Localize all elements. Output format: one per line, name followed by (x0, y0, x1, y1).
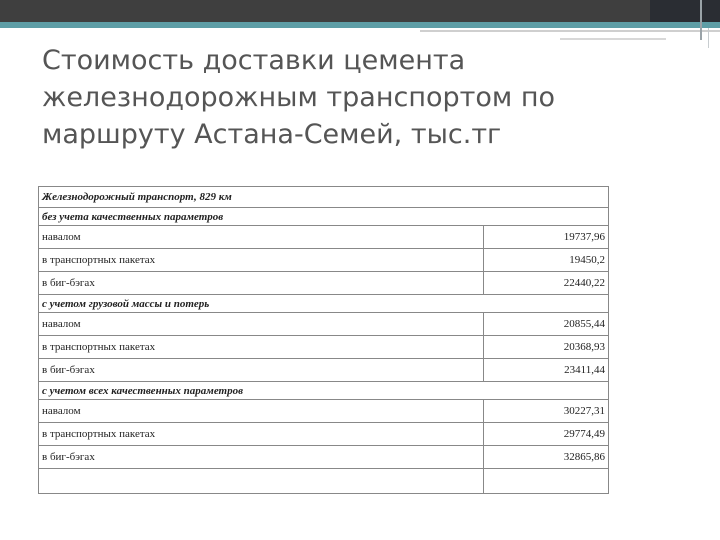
table-row (39, 400, 609, 423)
slide-accent-line (0, 22, 720, 28)
row-value: 23411,44 (484, 359, 609, 382)
row-value: 19450,2 (484, 249, 609, 272)
table-row (39, 313, 609, 336)
table-row (39, 446, 609, 469)
empty-cell (484, 469, 609, 494)
table-empty-row (39, 469, 609, 494)
row-label: навалом (39, 226, 484, 249)
row-label: навалом (39, 313, 484, 336)
delivery-cost-table (38, 186, 609, 494)
row-label: в биг-бэгах (39, 359, 484, 382)
table-row (39, 359, 609, 382)
row-value: 20855,44 (484, 313, 609, 336)
slide-vertical-rule-thin (708, 28, 709, 48)
slide-divider-line (420, 30, 720, 32)
section-label: без учета качественных параметров (39, 208, 609, 226)
slide-title: Стоимость доставки цемента железнодорожным транспортом по маршруту Астана-Семей, тыс.тг (42, 45, 556, 150)
row-value: 20368,93 (484, 336, 609, 359)
table-section-row (39, 208, 609, 226)
table-row (39, 423, 609, 446)
row-value: 19737,96 (484, 226, 609, 249)
slide-top-bar (0, 0, 720, 22)
row-label: в транспортных пакетах (39, 336, 484, 359)
table-row (39, 272, 609, 295)
row-label: в биг-бэгах (39, 446, 484, 469)
row-label: навалом (39, 400, 484, 423)
empty-cell (39, 469, 484, 494)
slide-vertical-rule (700, 0, 702, 40)
table-section-row (39, 382, 609, 400)
slide-divider-line-short (560, 38, 666, 40)
table-section-row (39, 295, 609, 313)
row-label: в транспортных пакетах (39, 423, 484, 446)
table-row (39, 336, 609, 359)
table-row (39, 249, 609, 272)
section-label: с учетом грузовой массы и потерь (39, 295, 609, 313)
section-label: с учетом всех качественных параметров (39, 382, 609, 400)
row-value: 30227,31 (484, 400, 609, 423)
row-value: 22440,22 (484, 272, 609, 295)
slide-top-bar-accent (650, 0, 720, 22)
row-value: 29774,49 (484, 423, 609, 446)
table-row (39, 226, 609, 249)
row-value: 32865,86 (484, 446, 609, 469)
row-label: в транспортных пакетах (39, 249, 484, 272)
row-label: в биг-бэгах (39, 272, 484, 295)
table-header-row (39, 187, 609, 208)
table-header-cell: Железнодорожный транспорт, 829 км (39, 187, 609, 208)
